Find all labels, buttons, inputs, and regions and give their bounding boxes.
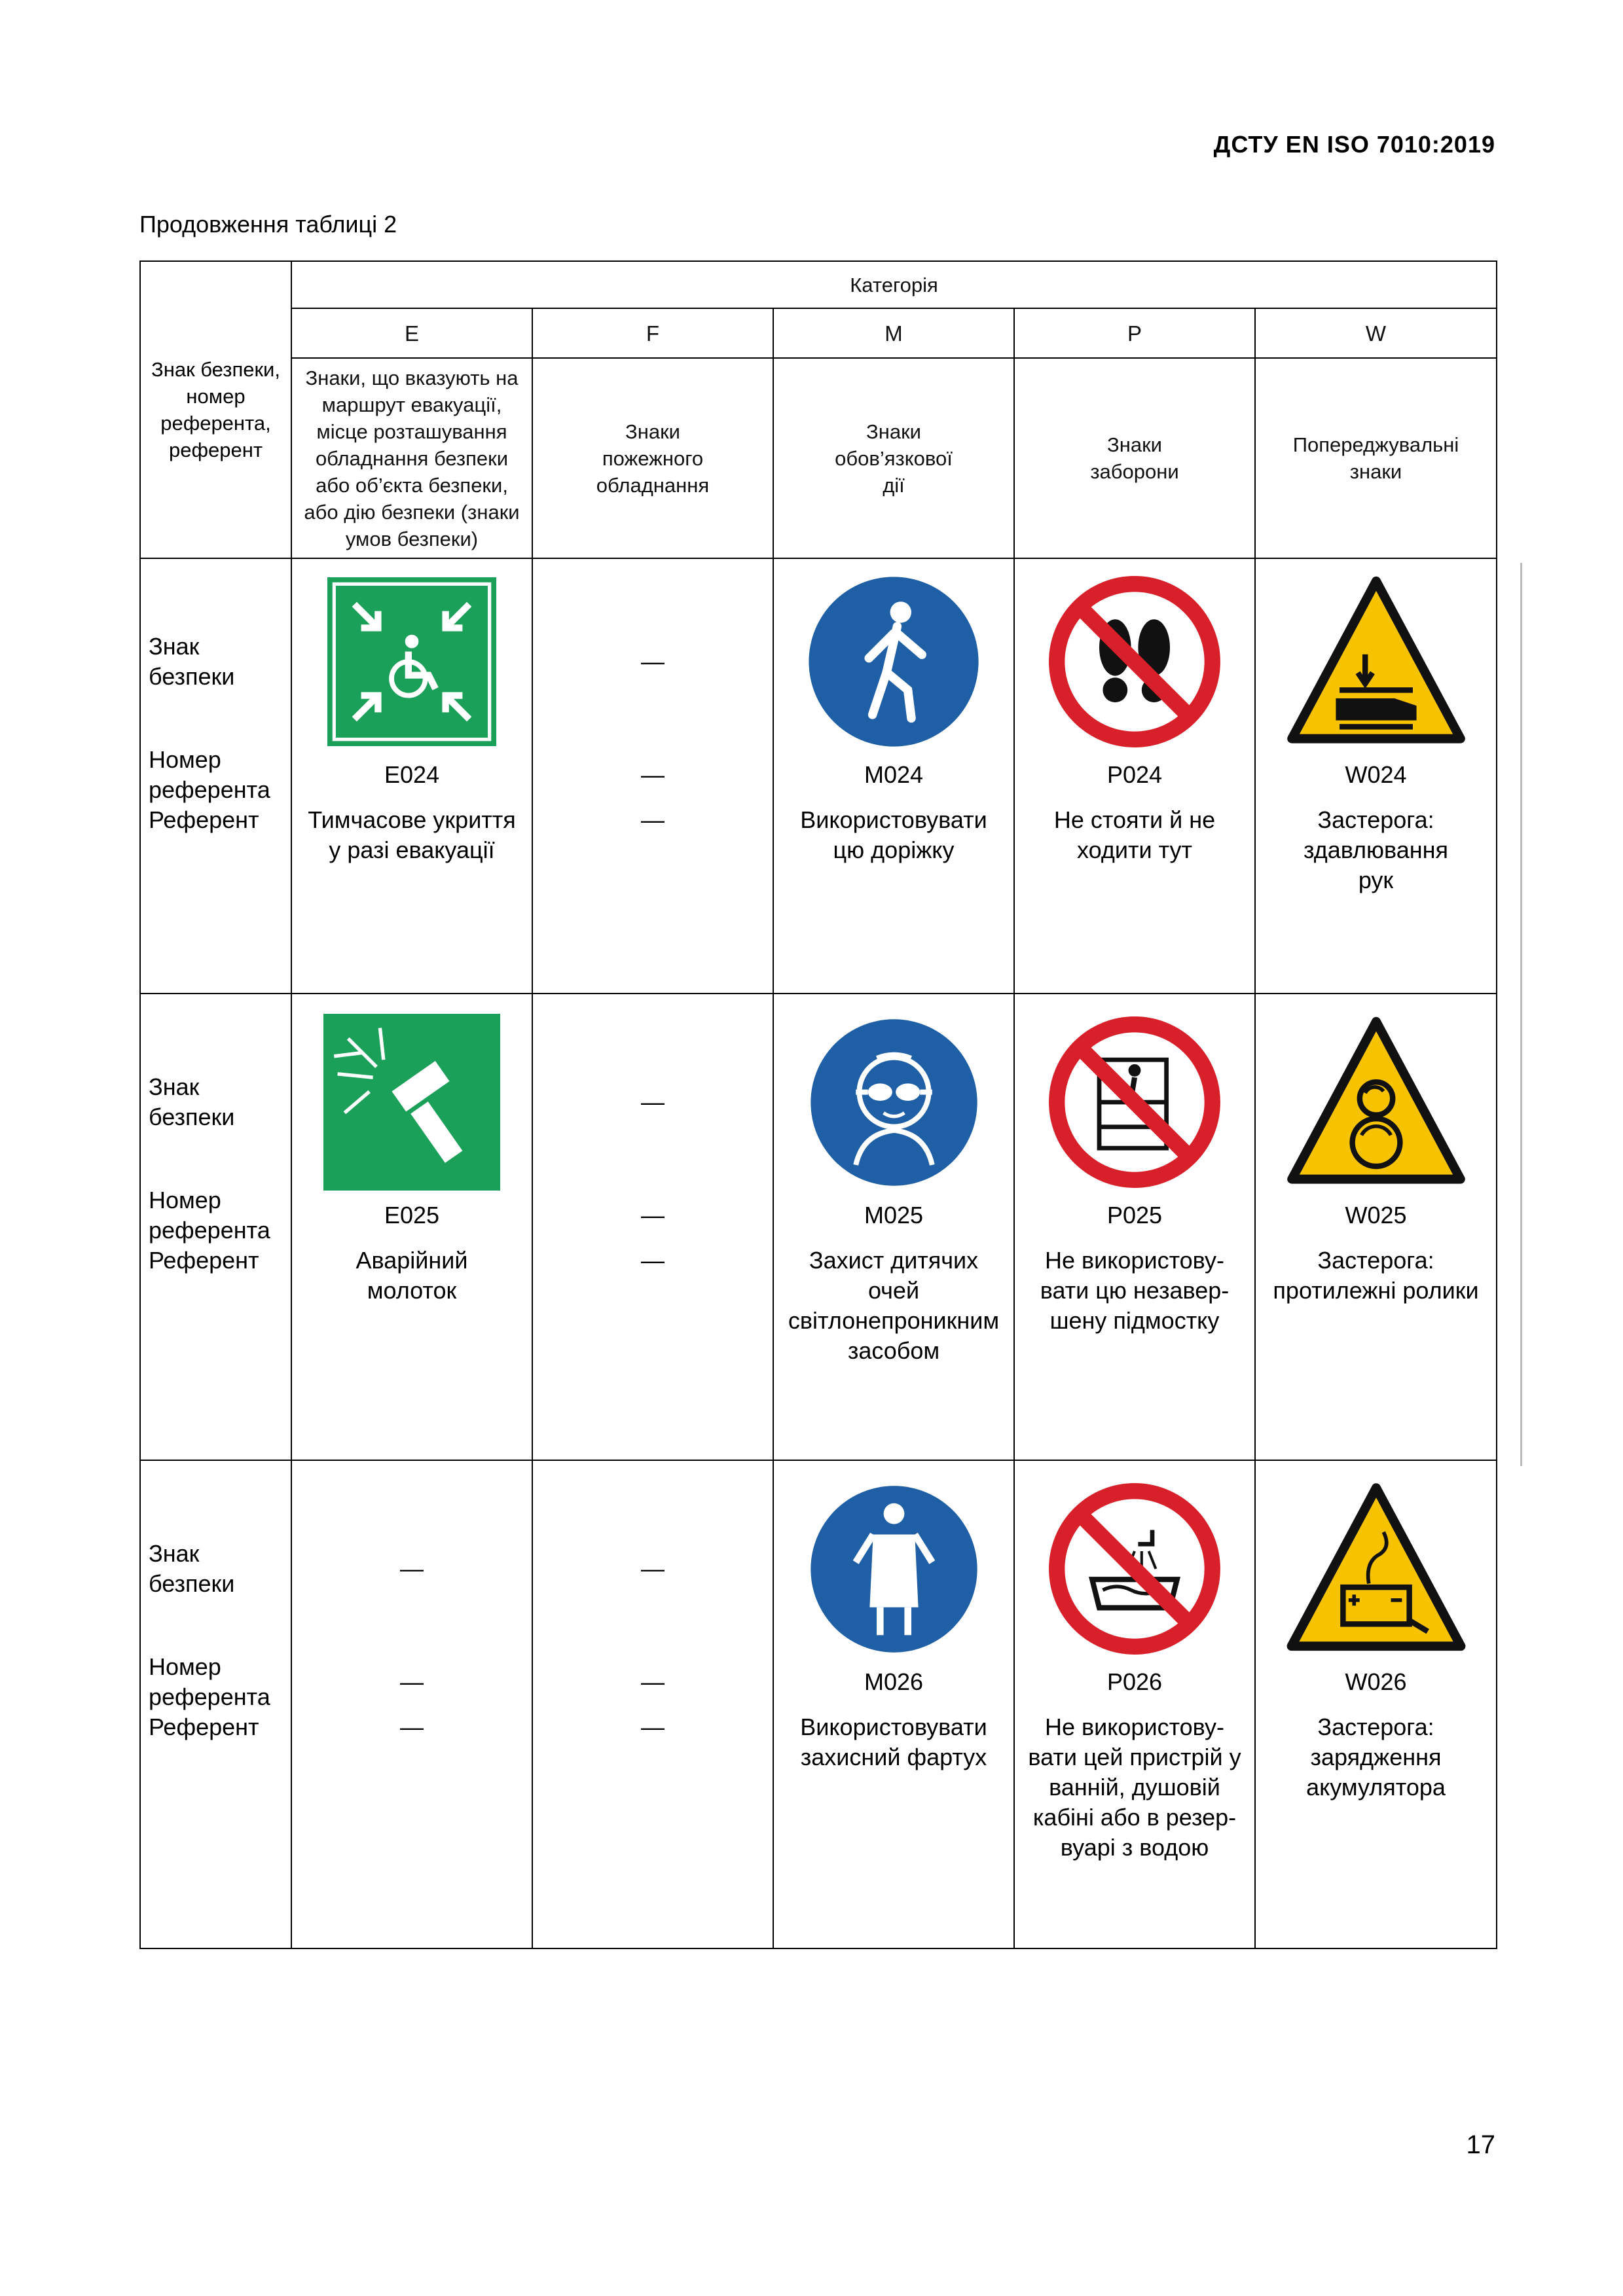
sign-cell: W025 Застерога: протилежні ролики — [1255, 994, 1497, 1460]
table-row — [140, 1460, 1497, 1948]
sign-cell: W026 Застерога: зарядження акумулятора — [1255, 1460, 1497, 1948]
table-caption: Продовження таблиці 2 — [139, 211, 397, 238]
column-desc-w: Попереджувальні знаки — [1255, 358, 1497, 558]
no-standing-walking-icon — [1046, 573, 1223, 750]
margin-rule — [1520, 563, 1522, 1466]
table-row — [140, 994, 1497, 1460]
battery-charging-warning-icon — [1281, 1480, 1471, 1657]
column-desc-m: Знаки обов’язкової дії — [773, 358, 1014, 558]
row-label-cell: Знак безпеки Номер референта Референт — [140, 558, 291, 994]
stub-header: Знак безпеки, номер референта, референт — [140, 261, 291, 558]
signs-table — [139, 260, 1497, 1949]
sign-cell: M026 Використовувати захисний фартух — [773, 1460, 1014, 1948]
column-letter-p: P — [1014, 308, 1255, 358]
sign-cell: W024 Застерога: здавлювання рук — [1255, 558, 1497, 994]
empty-cell: — — — — [532, 1460, 773, 1948]
column-letter-f: F — [532, 308, 773, 358]
column-desc-f: Знаки пожежного обладнання — [532, 358, 773, 558]
column-letter-e: E — [291, 308, 532, 358]
sign-cell: E024 Тимчасове укриття у разі евакуації — [291, 558, 532, 994]
sign-cell: P026 Не використову-вати цей пристрій у ванній, душовій кабіні або в резер-вуарі з водою — [1014, 1460, 1255, 1948]
column-letter-m: M — [773, 308, 1014, 358]
column-letter-w: W — [1255, 308, 1497, 358]
empty-cell: — — — — [532, 558, 773, 994]
sign-cell: P024 Не стояти й не ходити тут — [1014, 558, 1255, 994]
use-this-walkway-icon — [805, 573, 982, 750]
emergency-assembly-point-wheelchair-icon — [327, 577, 496, 746]
no-use-in-bath-icon — [1046, 1480, 1223, 1657]
wear-protective-apron-icon — [807, 1482, 981, 1656]
sign-cell: P025 Не використову-вати цю незавер-шену підмостку — [1014, 994, 1255, 1460]
table-row — [140, 558, 1497, 994]
no-incomplete-scaffold-icon — [1046, 1014, 1223, 1191]
hand-crushing-warning-icon — [1285, 573, 1468, 750]
sign-cell: E025 Аварійний молоток — [291, 994, 532, 1460]
emergency-hammer-icon — [323, 1014, 500, 1191]
column-desc-e: Знаки, що вказують на маршрут евакуації, місце розташування обладнання безпеки або об’єкта безпеки, або дію безпеки (знаки умов безпеки) — [291, 358, 532, 558]
category-header: Категорія — [291, 261, 1497, 308]
row-label-cell: Знак безпеки Номер референта Референт — [140, 1460, 291, 1948]
column-desc-p: Знаки заборони — [1014, 358, 1255, 558]
child-eye-protection-icon — [807, 1016, 981, 1189]
counter-rotating-rollers-warning-icon — [1285, 1014, 1468, 1191]
empty-cell: — — — — [532, 994, 773, 1460]
sign-cell: M024 Використовувати цю доріжку — [773, 558, 1014, 994]
row-label-cell: Знак безпеки Номер референта Референт — [140, 994, 291, 1460]
page-number: 17 — [1466, 2130, 1495, 2159]
sign-cell: M025 Захист дитячих очей світлонепроникним засобом — [773, 994, 1014, 1460]
standard-header: ДСТУ EN ISO 7010:2019 — [1213, 131, 1495, 158]
empty-cell: — — — — [291, 1460, 532, 1948]
